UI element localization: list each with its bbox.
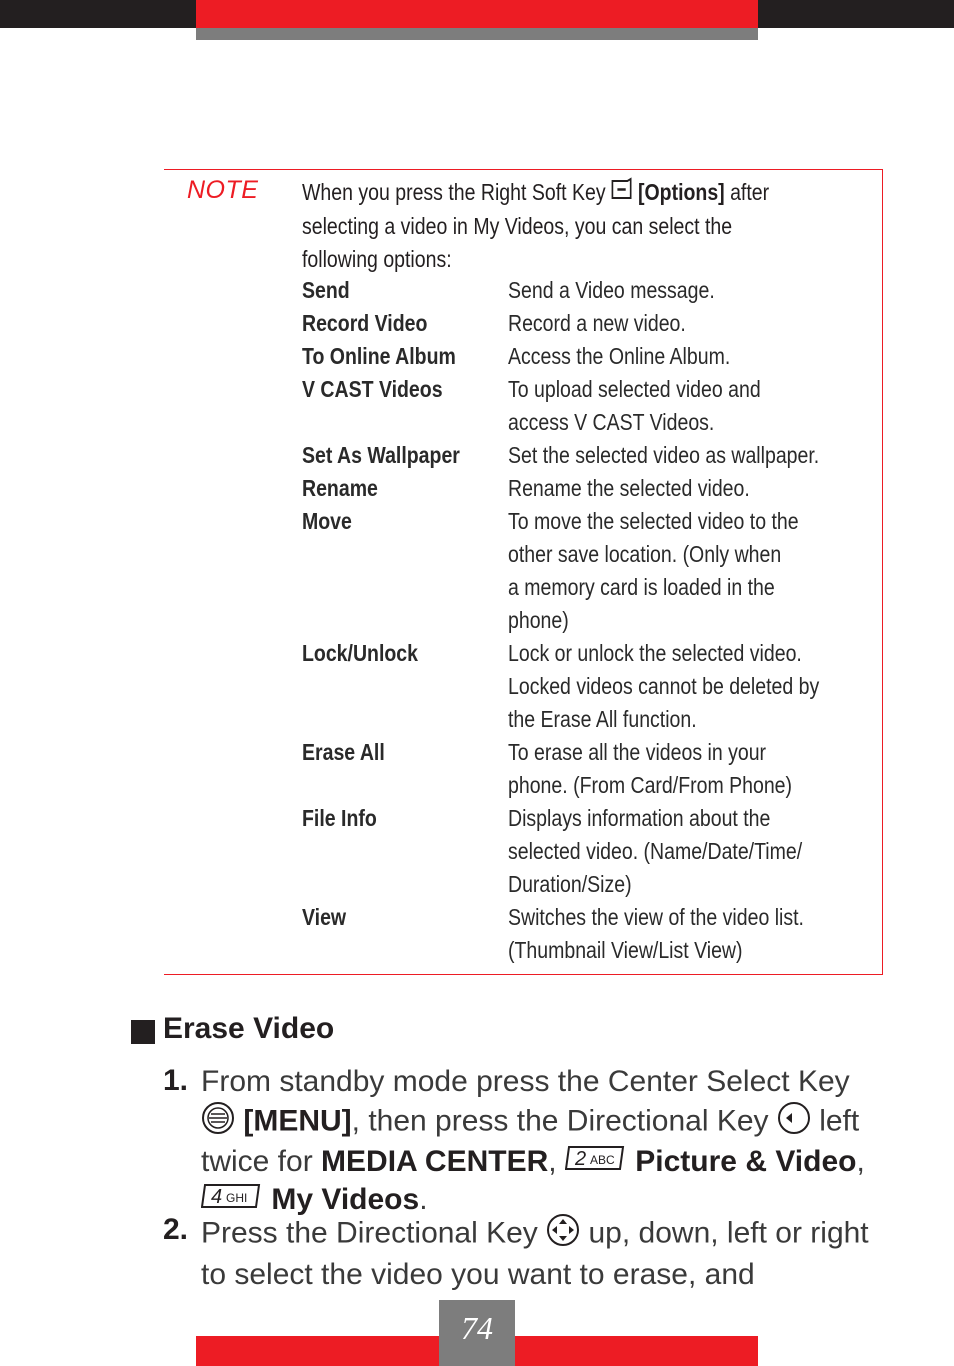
note-intro-before: When you press the Right Soft Key: [302, 179, 611, 205]
option-name: View: [302, 904, 347, 930]
right-soft-key-icon: [611, 177, 633, 210]
note-intro: [302, 176, 800, 276]
note-intro-after: after selecting a video in My Videos, you can select the following options:: [302, 179, 770, 273]
step-2-text: [201, 1213, 891, 1293]
step-1-part-3: left twice for: [201, 1104, 860, 1178]
step-1-part-5: ,: [856, 1145, 865, 1178]
step-1-number: 1.: [163, 1064, 189, 1097]
option-description: Set the selected video as wallpaper.: [508, 442, 820, 468]
options-key-label: [Options]: [637, 179, 725, 205]
svg-text:2: 2: [574, 1148, 587, 1171]
step-1-part-4: ,: [548, 1145, 565, 1178]
step-1-part-1: From standby mode press the Center Select Key: [201, 1065, 850, 1098]
option-name: Rename: [302, 475, 378, 501]
option-description: Switches the view of the video list. (Thumbnail View/List View): [508, 904, 804, 963]
step-1-part-2: , then press the Directional Key: [351, 1104, 777, 1138]
option-name: V CAST Videos: [302, 376, 443, 402]
option-name: Record Video: [302, 310, 428, 336]
key-2-abc-icon: [565, 1144, 627, 1182]
step-2-part-2: up, down, left or right to select the video you want to erase, and: [201, 1216, 869, 1291]
section-square-icon: [131, 1020, 155, 1044]
step-2-part-1: Press the Directional Key: [201, 1216, 547, 1250]
option-description: Access the Online Album.: [508, 343, 731, 369]
option-description: To move the selected video to the other save location. (Only when a memory card is loaded in the phone): [508, 508, 799, 633]
option-name: Lock/Unlock: [302, 640, 418, 666]
directional-key-icon: [546, 1213, 580, 1257]
step-1-part-6: .: [419, 1182, 428, 1216]
option-name: File Info: [302, 805, 377, 831]
section-title: Erase Video: [163, 1012, 335, 1045]
option-description: Displays information about the selected video. (Name/Date/Time/ Duration/Size): [508, 805, 803, 897]
menu-key-label: [MENU]: [243, 1104, 352, 1138]
option-description: To erase all the videos in your phone. (From Card/From Phone): [508, 739, 793, 798]
picture-video-label: Picture & Video: [635, 1145, 857, 1178]
option-description: Record a new video.: [508, 310, 686, 336]
option-name: Set As Wallpaper: [302, 442, 460, 468]
svg-text:ABC: ABC: [589, 1153, 615, 1168]
svg-text:GHI: GHI: [226, 1191, 248, 1206]
center-select-key-icon: [201, 1101, 235, 1145]
option-description: Rename the selected video.: [508, 475, 750, 501]
option-name: Move: [302, 508, 352, 534]
option-description: Lock or unlock the selected video. Locked videos cannot be deleted by the Erase All function.: [508, 640, 820, 732]
option-name: To Online Album: [302, 343, 456, 369]
directional-key-left-icon: [777, 1101, 811, 1145]
option-description: To upload selected video and access V CAST Videos.: [508, 376, 761, 435]
my-videos-label: My Videos: [271, 1182, 420, 1216]
header-red-band: [196, 0, 758, 28]
option-name: Erase All: [302, 739, 385, 765]
option-name: Send: [302, 277, 350, 303]
step-1-text: [201, 1064, 891, 1220]
page-number: 74: [461, 1310, 493, 1346]
svg-text:4: 4: [211, 1186, 223, 1209]
media-center-label: MEDIA CENTER: [321, 1145, 549, 1178]
note-label: NOTE: [187, 176, 259, 204]
option-description: Send a Video message.: [508, 277, 715, 303]
step-2-number: 2.: [163, 1213, 189, 1246]
header-gray-band: [196, 28, 758, 40]
